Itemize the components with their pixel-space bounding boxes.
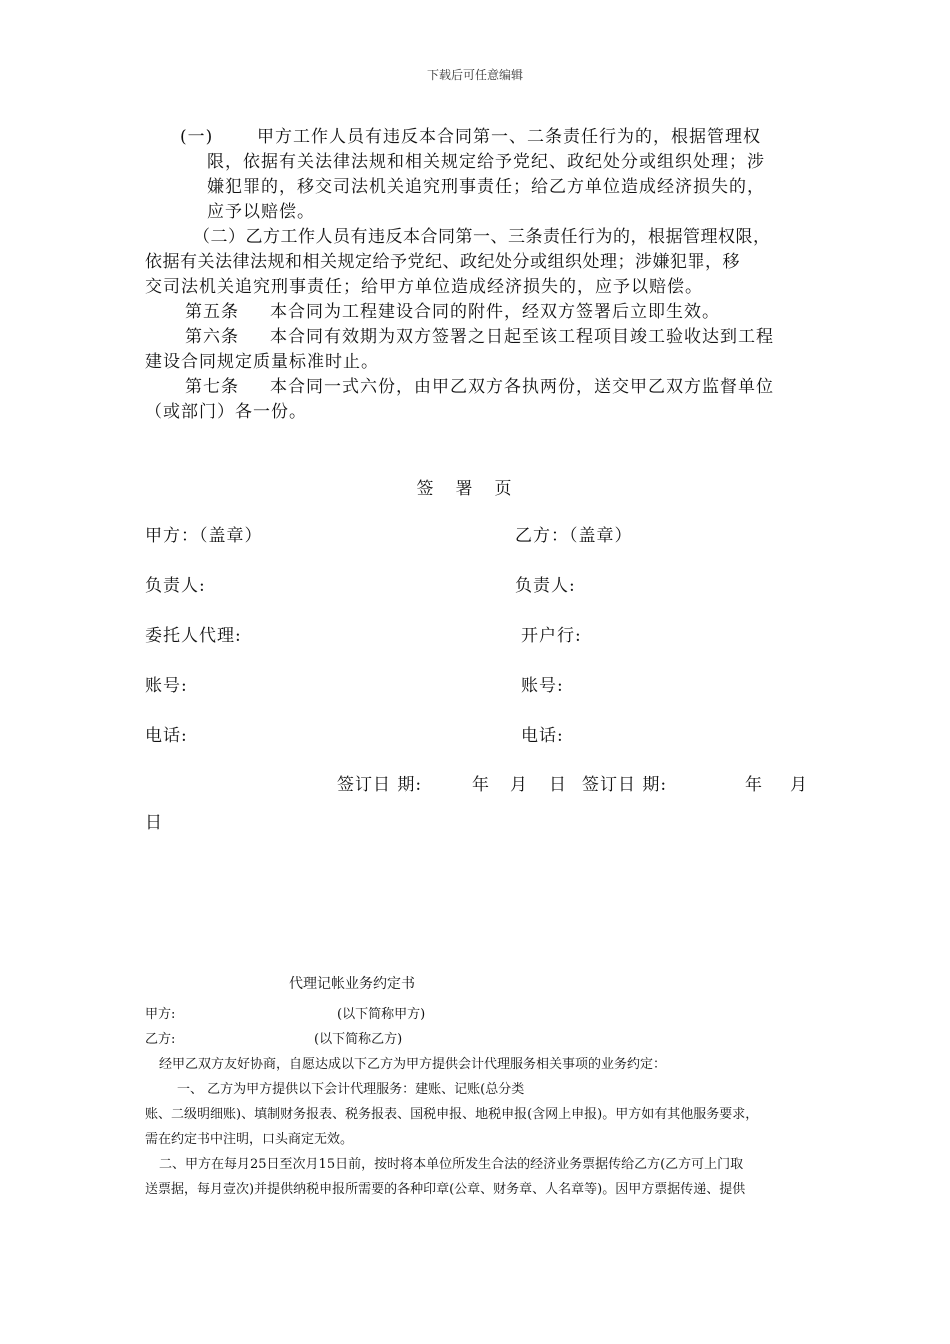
party-b-date-day: 日 [145,813,163,833]
party-a-date-month: 月 [510,775,528,795]
party-b-bank: 开户行: [521,626,582,646]
party-a-date-label: 签订日 期: [337,775,423,795]
article-6-label: 第六条 [185,327,239,347]
clause-1-line-3: 嫌犯罪的，移交司法机关追究刑事责任；给乙方单位造成经济损失的， [207,177,765,197]
clause-2-line-3: 交司法机关追究刑事责任；给甲方单位造成经济损失的，应予以赔偿。 [145,277,703,297]
clause-1-line-1: 甲方工作人员有违反本合同第一、二条责任行为的，根据管理权 [257,127,761,147]
agreement-item-2-line-2: 送票据，每月壹次)并提供纳税申报所需要的各种印章(公章、财务章、人名章等)。因甲方票据传递、提供 [145,1182,746,1197]
party-a-phone: 电话: [145,726,188,746]
clause-1-label: (一) [180,127,214,147]
article-5-label: 第五条 [185,302,239,322]
clause-2-line-1: （二）乙方工作人员有违反本合同第一、三条责任行为的，根据管理权限， [193,227,771,247]
article-5-text: 本合同为工程建设合同的附件，经双方签署后立即生效。 [270,302,720,322]
article-6-text: 本合同有效期为双方签署之日起至该工程项目竣工验收达到工程 [270,327,774,347]
agreement-intro: 经甲乙双方友好协商，自愿达成以下乙方为甲方提供会计代理服务相关事项的业务约定： [159,1057,667,1072]
party-b-phone: 电话: [521,726,564,746]
agreement-item-1-line-1: 一、 乙方为甲方提供以下会计代理服务：建账、记账(总分类 [177,1082,525,1097]
party-a-account: 账号: [145,676,188,696]
clause-1-line-4: 应予以赔偿。 [207,202,315,222]
agreement-item-1-line-3: 需在约定书中注明，口头商定无效。 [145,1132,354,1147]
article-7-text: 本合同一式六份，由甲乙双方各执两份，送交甲乙双方监督单位 [270,377,774,397]
party-a-responsible: 负责人: [145,576,206,596]
party-a-date-year: 年 [472,775,490,795]
article-7-line-2: （或部门）各一份。 [145,402,307,422]
agreement-party-a: 甲方: [145,1007,176,1022]
article-7-label: 第七条 [185,377,239,397]
party-b-account: 账号: [521,676,564,696]
party-b-seal: 乙方：（盖章） [515,526,633,546]
page-header: 下载后可任意编辑 [426,68,523,82]
party-a-seal: 甲方：（盖章） [145,526,263,546]
agreement-party-b-note: (以下简称乙方) [314,1032,403,1047]
party-b-date-month: 月 [790,775,808,795]
agreement-title: 代理记帐业务约定书 [289,976,415,992]
party-b-date-label: 签订日 期: [582,775,668,795]
signature-page-title: 签署页 [416,479,534,499]
party-b-date-year: 年 [745,775,763,795]
agreement-party-a-note: (以下简称甲方) [337,1007,426,1022]
clause-2-line-2: 依据有关法律法规和相关规定给予党纪、政纪处分或组织处理；涉嫌犯罪，移 [145,252,740,272]
clause-1-line-2: 限，依据有关法律法规和相关规定给予党纪、政纪处分或组织处理；涉 [207,152,765,172]
agreement-party-b: 乙方: [145,1032,176,1047]
agreement-item-1-line-2: 账、二级明细账)、填制财务报表、税务报表、国税申报、地税申报(含网上申报)。甲方如有其他服务要求， [145,1107,759,1122]
party-a-agent: 委托人代理: [145,626,242,646]
party-b-responsible: 负责人: [515,576,576,596]
agreement-item-2-line-1: 二、甲方在每月25日至次月15日前，按时将本单位所发生合法的经济业务票据传给乙方(乙方可上门取 [159,1157,744,1172]
party-a-date-day: 日 [549,775,567,795]
article-6-line-2: 建设合同规定质量标准时止。 [145,352,379,372]
